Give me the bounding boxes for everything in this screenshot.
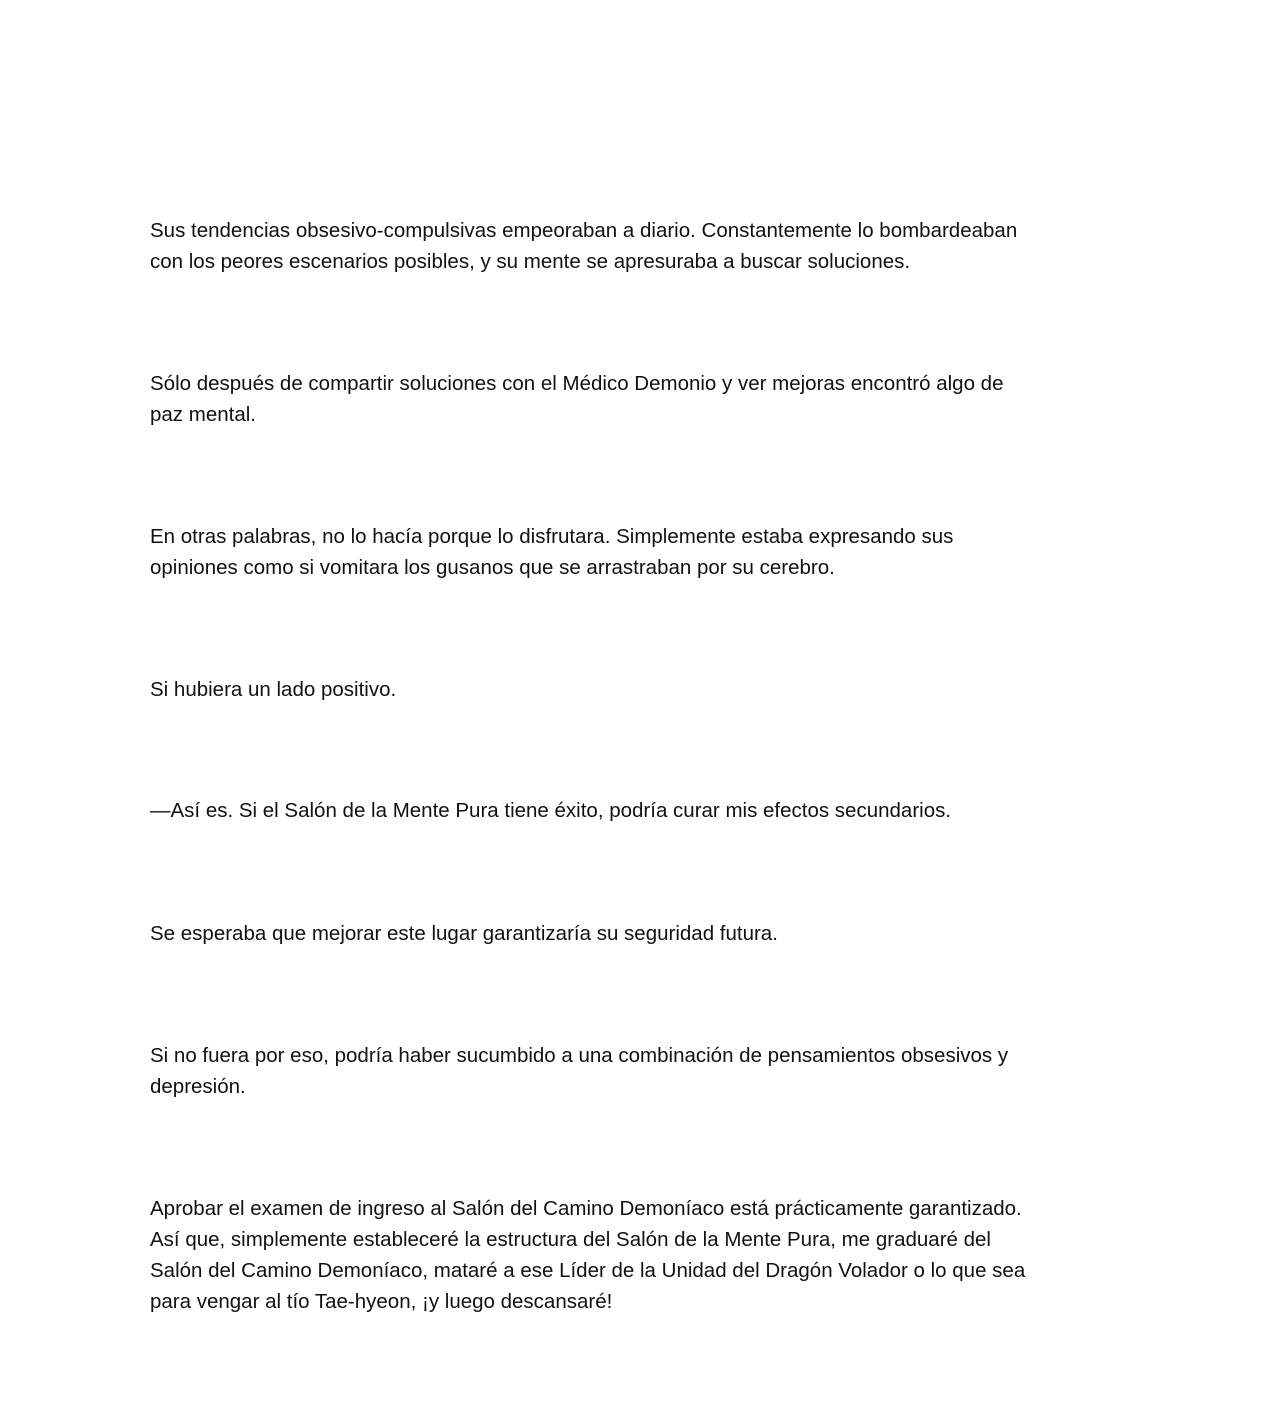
paragraph-line: Si no fuera por eso, podría haber sucumbido a una combinación de pensamientos obsesivos y: [150, 1044, 1009, 1067]
paragraph-3: [150, 521, 1130, 583]
paragraph-7: [150, 1040, 1130, 1102]
paragraph-1: [150, 215, 1130, 277]
paragraph-line: Aprobar el examen de ingreso al Salón del Camino Demoníaco está prácticamente garantizado.: [150, 1197, 1022, 1220]
paragraph-2: [150, 368, 1130, 430]
paragraph-line: depresión.: [150, 1075, 246, 1098]
paragraph-line: Sus tendencias obsesivo-compulsivas empeoraban a diario. Constantemente lo bombardeaban: [150, 219, 1018, 242]
paragraph-line: para vengar al tío Tae-hyeon, ¡y luego descansaré!: [150, 1290, 613, 1313]
paragraph-line: —Así es. Si el Salón de la Mente Pura tiene éxito, podría curar mis efectos secundarios.: [150, 799, 952, 822]
paragraph-line: Si hubiera un lado positivo.: [150, 678, 397, 701]
paragraph-line: Así que, simplemente estableceré la estructura del Salón de la Mente Pura, me graduaré del: [150, 1228, 991, 1251]
paragraph-line: Salón del Camino Demoníaco, mataré a ese Líder de la Unidad del Dragón Volador o lo que sea: [150, 1259, 1026, 1282]
paragraph-line: En otras palabras, no lo hacía porque lo disfrutara. Simplemente estaba expresando sus: [150, 525, 954, 548]
paragraph-5: [150, 795, 1130, 826]
paragraph-8: [150, 1193, 1130, 1317]
paragraph-line: Se esperaba que mejorar este lugar garantizaría su seguridad futura.: [150, 922, 778, 945]
paragraph-4: [150, 674, 1130, 705]
paragraph-6: [150, 918, 1130, 949]
paragraph-line: con los peores escenarios posibles, y su mente se apresuraba a buscar soluciones.: [150, 250, 911, 273]
paragraph-line: Sólo después de compartir soluciones con el Médico Demonio y ver mejoras encontró algo de: [150, 372, 1004, 395]
paragraph-line: opiniones como si vomitara los gusanos que se arrastraban por su cerebro.: [150, 556, 835, 579]
paragraph-line: paz mental.: [150, 403, 256, 426]
